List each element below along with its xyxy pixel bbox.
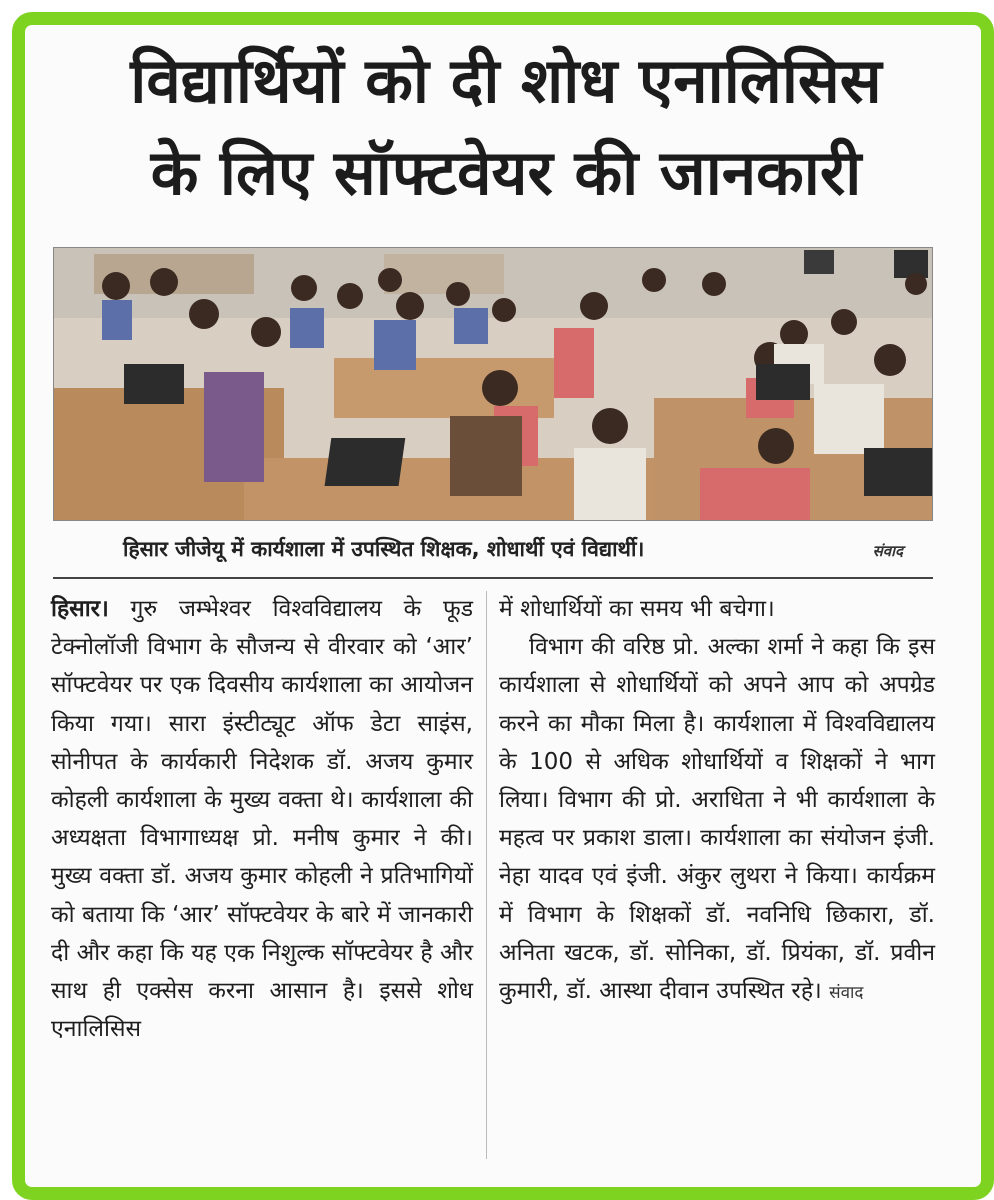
workshop-photo (53, 247, 933, 521)
article-column-2 (499, 590, 935, 1012)
dateline: हिसार। (51, 596, 109, 622)
column-1-text: गुरु जम्भेश्वर विश्वविद्यालय के फूड टेक्नोलॉजी विभाग के सौजन्य से वीरवार को ‘आर’ सॉफ्टवेयर पर एक दिवसीय कार्यशाला का आयोजन किया गया। सारा इंस्टीट्यूट ऑफ डेटा साइंस, सोनीपत के कार्यकारी निदेशक डॉ. अजय कुमार कोहली कार्यशाला के मुख्य वक्ता थे। कार्यशाला की अध्यक्षता विभागाध्यक्ष प्रो. मनीष कुमार ने की। मुख्य वक्ता डॉ. अजय कुमार कोहली ने प्रतिभागियों को बताया कि ‘आर’ सॉफ्टवेयर के बारे में जानकारी दी और कहा कि यह एक निशुल्क सॉफ्टवेयर है और साथ ही एक्सेस करना आसान है। इससे शोध एनालिसिस (51, 596, 473, 1043)
article-frame (12, 12, 994, 1200)
photo-caption-row (53, 531, 933, 571)
headline-line-2: के लिए सॉफ्टवेयर की जानकारी (150, 136, 862, 209)
caption-divider (53, 577, 933, 579)
headline (51, 35, 961, 219)
photo-credit: संवाद (872, 542, 903, 560)
column-2-paragraph-1: में शोधार्थियों का समय भी बचेगा। (499, 596, 775, 622)
column-2-paragraph-2 (499, 628, 935, 1012)
column-2-text: विभाग की वरिष्ठ प्रो. अल्का शर्मा ने कहा कि इस कार्यशाला से शोधार्थियों को अपने आप को अपग्रेड करने का मौका मिला है। कार्यशाला में विश्वविद्यालय के 100 से अधिक शोधार्थियों व शिक्षकों ने भाग लिया। विभाग की प्रो. अराधिता ने भी कार्यशाला के महत्व पर प्रकाश डाला। कार्यशाला का संयोजन इंजी. नेहा यादव एवं इंजी. अंकुर लुथरा ने किया। कार्यक्रम में विभाग के शिक्षकों डॉ. नवनिधि छिकारा, डॉ. अनिता खटक, डॉ. सोनिका, डॉ. प्रियंका, डॉ. प्रवीन कुमारी, डॉ. आस्था दीवान उपस्थित रहे। (499, 634, 935, 1005)
photo-caption: हिसार जीजेयू में कार्यशाला में उपस्थित शिक्षक, शोधार्थी एवं विद्यार्थी। (123, 537, 645, 561)
workshop-photo-illustration (54, 248, 932, 520)
headline-line-1: विद्यार्थियों को दी शोध एनालिसिस (130, 44, 882, 117)
column-1-paragraph (51, 590, 473, 1048)
article-column-1 (51, 590, 473, 1048)
column-2-signoff: संवाद (829, 983, 864, 1004)
column-divider (486, 591, 487, 1159)
